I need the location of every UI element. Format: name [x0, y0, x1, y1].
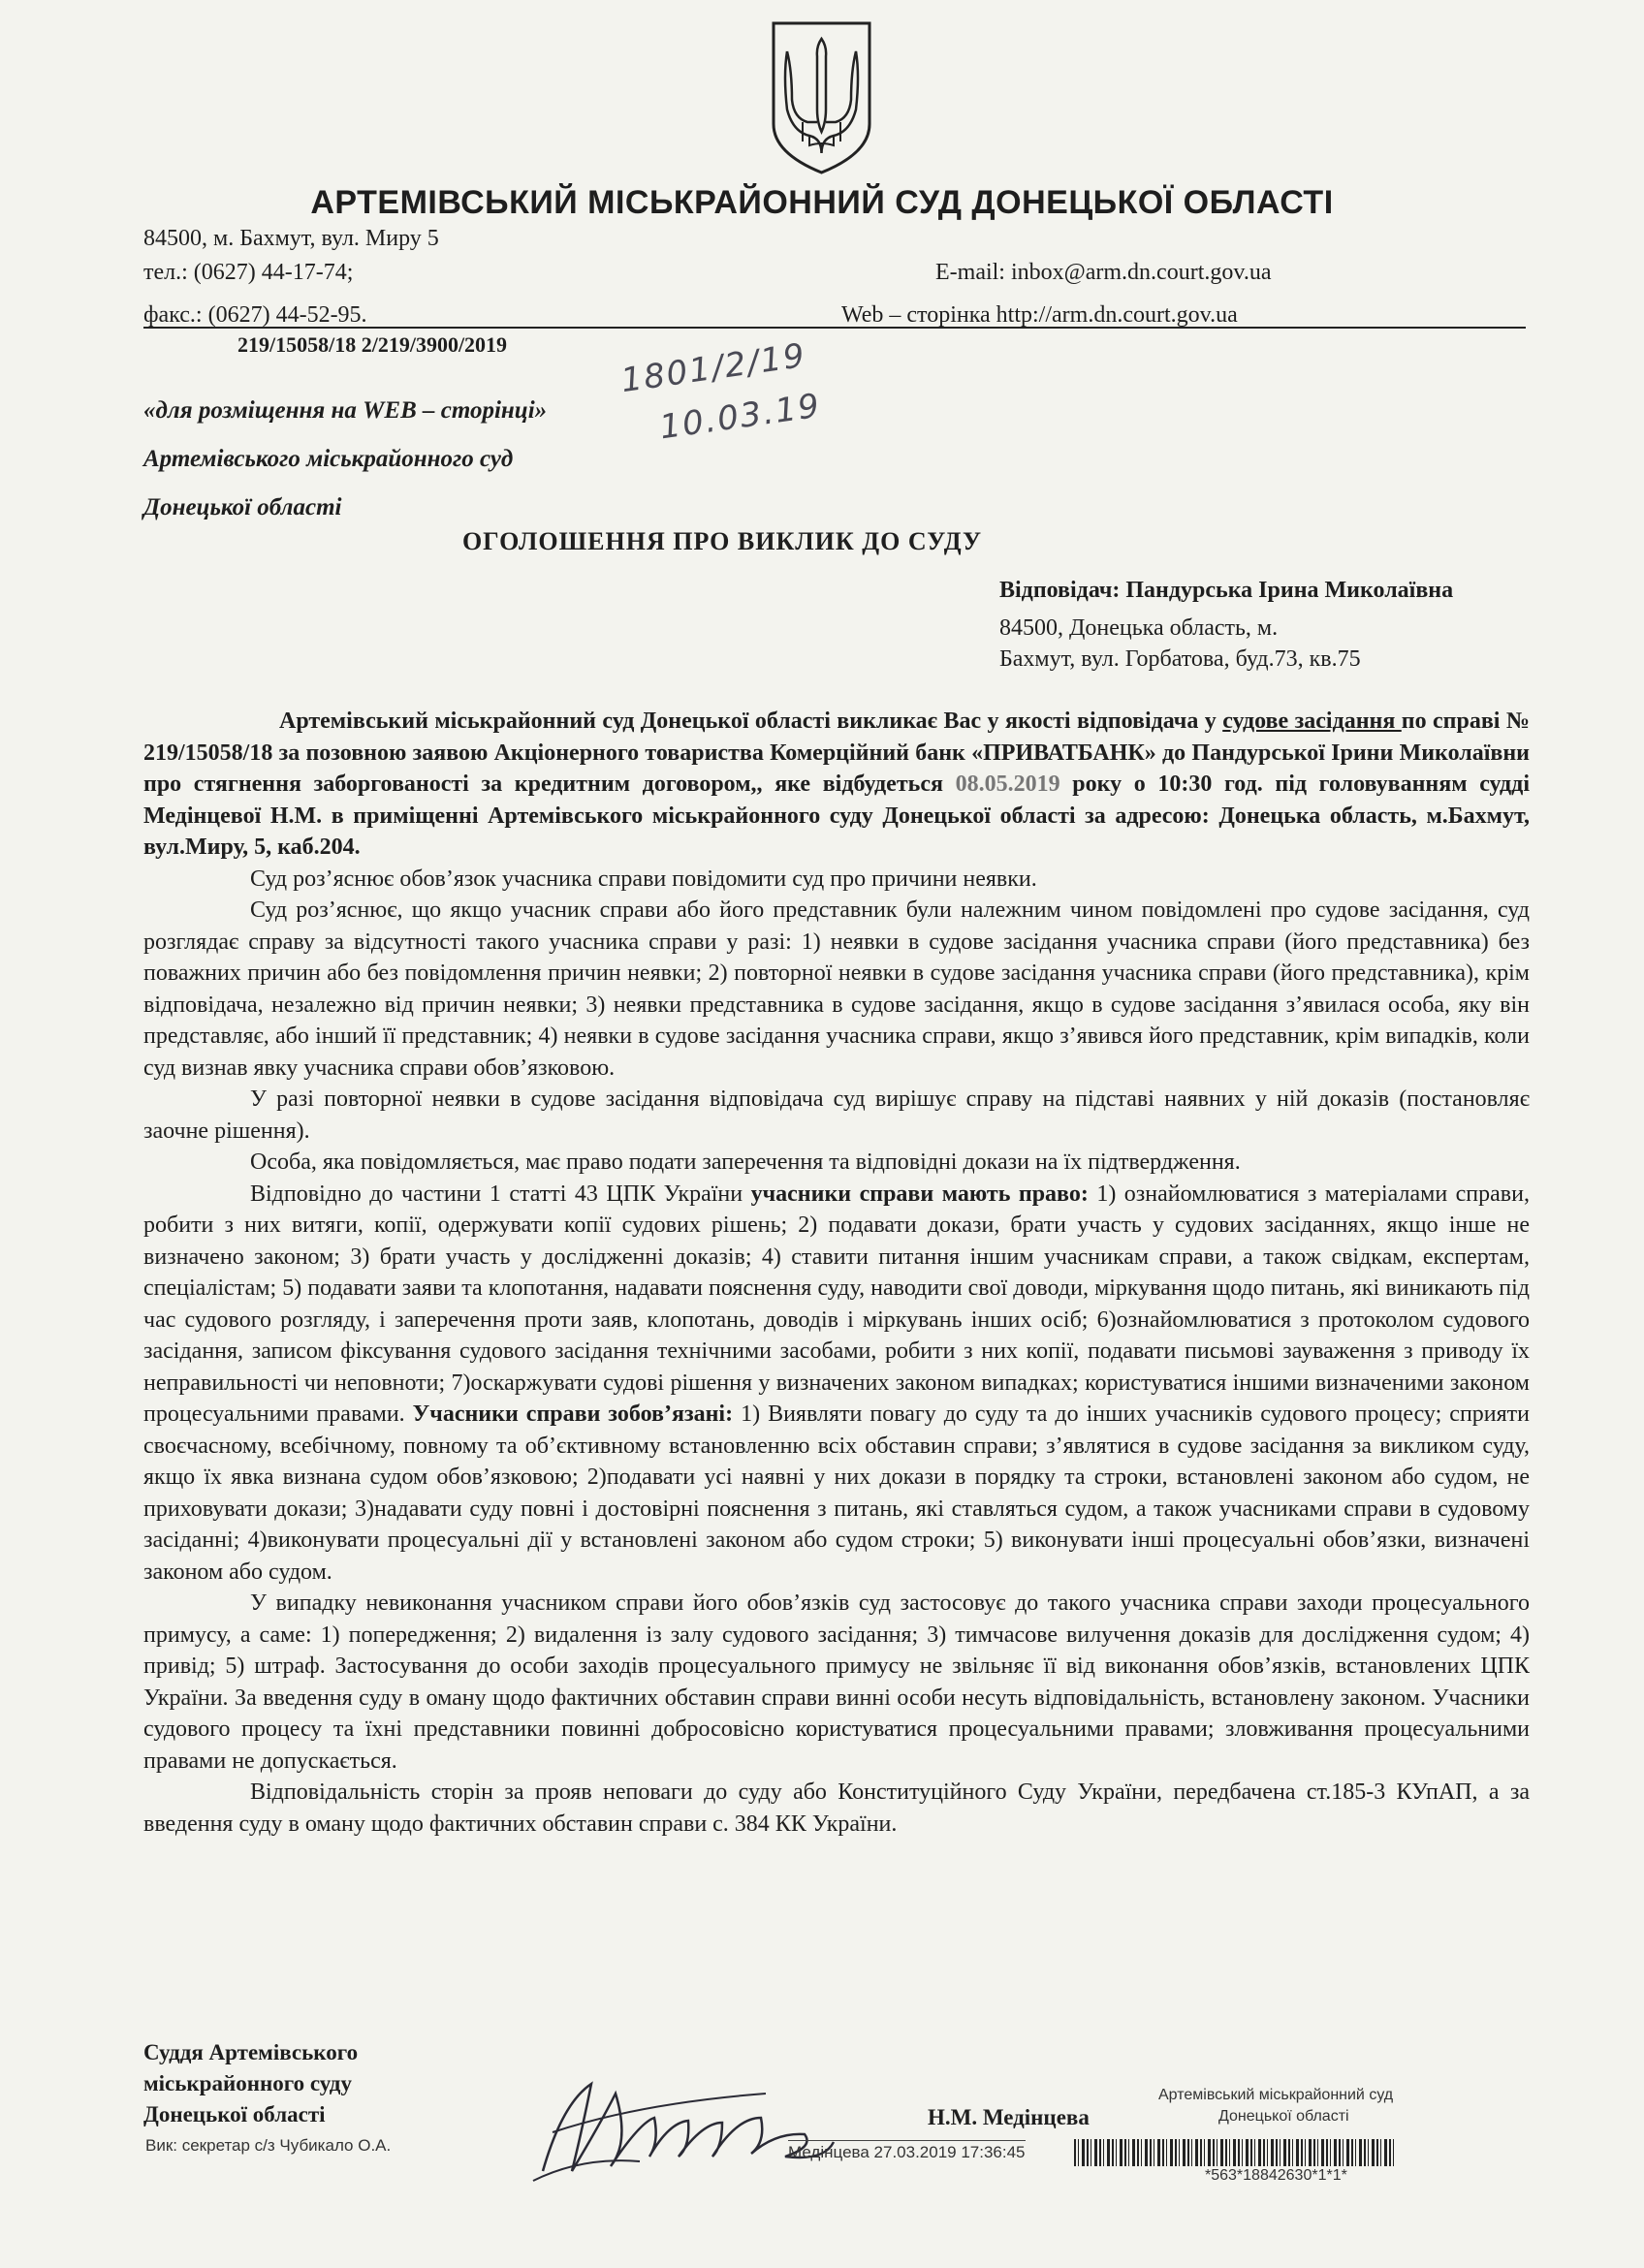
handwritten-date: 10.03.19	[657, 386, 824, 448]
barcode-number: *563*18842630*1*1*	[1205, 2167, 1347, 2184]
court-name: АРТЕМІВСЬКИЙ МІСЬКРАЙОННИЙ СУД ДОНЕЦЬКОЇ ОБЛАСТІ	[310, 184, 1334, 221]
paragraph-repeat-absence: У разі повторної неявки в судове засідання відповідача суд вирішує справу на підставі наявних у ній доказів (постановляє заочне рішення).	[143, 1087, 1530, 1144]
placement-line-2: Артемівського міськрайонного суд	[143, 446, 514, 472]
header-divider	[143, 327, 1526, 329]
defendant-label: Відповідач: Пандурська Ірина Миколаївна	[999, 578, 1454, 603]
court-stamp-line-1: Артемівський міськрайонний суд	[1158, 2087, 1394, 2103]
case-numbers: 219/15058/18 2/219/3900/2019	[237, 332, 508, 357]
handwritten-reg-number: 1801/2/19	[618, 335, 809, 401]
placement-line-1: «для розміщення на WEB – сторінці»	[143, 397, 548, 424]
paragraph-objection-right: Особа, яка повідомляється, має право подати заперечення та відповідні докази на їх підтвердження.	[250, 1150, 1241, 1175]
hearing-time: 10:30	[1157, 772, 1213, 797]
hearing-date: 08.05.2019	[955, 772, 1060, 797]
secretary-note: Вик: секретар с/з Чубикало О.А.	[145, 2136, 392, 2155]
court-address: 84500, м. Бахмут, вул. Миру 5	[143, 226, 439, 251]
summons-paragraph: Артемівський міськрайонний суд Донецької області викликає Вас у якості відповідача у судове засідання по справі № 219/15058/18 за позовною заявою Акціонерного товариства Комерційний банк «ПРИВАТБАНК» до Пандурської Ірини Миколаївни про стягнення заборгованості за кредитним договором,, яке відбудеться 08.05.2019 року о 10:30 год. під головуванням судді Медінцевої Н.М. в приміщенні Артемівського міськрайонного суду Донецької області за адресою: Донецька область, м.Бахмут, вул.Миру, 5, каб.204.	[143, 709, 1531, 860]
defendant-address-1: 84500, Донецька область, м.	[999, 615, 1279, 641]
paragraph-rights-duties: Відповідно до частини 1 статті 43 ЦПК України учасники справи мають право: 1) ознайомлюватися з матеріалами справи, робити з них витяги, копії, одержувати копії судових рішень; 2) подавати докази, брати участь у судових засіданнях, якщо інше не визначено законом; 3) брати участь у дослідженні доказів; 4) ставити питання іншим учасникам справи, а також свідкам, експертам, спеціалістам; 5) подавати заяви та клопотання, надавати пояснення суду, наводити свої доводи, міркування щодо питань, які виникають під час судового розгляду, і заперечення проти заяв, клопотань, доводів і міркувань інших осіб; 6)ознайомлюватися з протоколом судового засідання, записом фіксування судового засідання технічними засобами, робити з них копії, подавати письмові зауваження з приводу їх неправильності чи неповноти; 7)оскаржувати судові рішення у визначених законом випадках; користуватися іншими визначеними законом процесуальними правами. Учасники справи зобов’язані: 1) Виявляти повагу до суду та до інших учасників судового процесу; сприяти своєчасному, всебічному, повному та об’єктивному встановленню всіх обставин справи; з’являтися в судове засідання за викликом суду, якщо їх явка визнана судом обов’язковою; 2)подавати усі наявні у них докази в порядку та строки, встановлені законом або судом, не приховувати докази; 3)надавати суду повні і достовірні пояснення з питань, які ставляться судом, а також учасниками справи в судовому засіданні; 4)виконувати процесуальні дії у встановлені законом або судом строки; 5) виконувати інші процесуальні обов’язки, визначені законом або судом.	[143, 1181, 1530, 1585]
paragraph-coercion: У випадку невиконання учасником справи його обов’язків суд застосовує до такого учасника справи заходи процесуального примусу, а саме: 1) попередження; 2) видалення із залу судового засідання; 3) тимчасове вилучення доказів для дослідження судом; 4) привід; 5) штраф. Застосування до особи заходів процесуального примусу не звільняє її від виконання обов’язків, встановлених ЦПК України. За введення суду в оману щодо фактичних обставин справи винні особи несуть відповідальність, встановлену законом. Учасники судового процесу та їхні представники повинні добросовісно користуватися процесуальними правами; зловживання процесуальними правами не допускається.	[143, 1591, 1530, 1774]
judge-name: Н.М. Медінцева	[928, 2105, 1090, 2129]
coat-of-arms-icon	[766, 17, 877, 177]
barcode	[1074, 2139, 1394, 2166]
paragraph-absence-rules: Суд роз’яснює, що якщо учасник справи або його представник були належним чином повідомлені про судове засідання, суд розглядає справу за відсутності такого учасника справи у разі: 1) неявки в судове засідання учасника справи (його представника) без поважних причин або без повідомлення причин неявки; 2) повторної неявки в судове засідання учасника справи (його представника), крім відповідача, незалежно від причин неявки; 3) неявки представника в судове засідання, якщо в судове засідання з’явилася особа, яку він представляє, або інший її представник; 4) неявки в судове засідання учасника справи, якщо з’явився його представник, крім випадків, коли суд визнав явку учасника справи обов’язковою.	[143, 898, 1530, 1081]
paragraph-liability: Відповідальність сторін за прояв неповаги до суду або Конституційного Суду України, передбачена ст.185-3 КУпАП, а за введення суду в оману щодо фактичних обставин справи с. 384 КК України.	[143, 1780, 1530, 1837]
placement-line-3: Донецької області	[143, 494, 342, 520]
court-stamp-line-2: Донецької області	[1218, 2108, 1349, 2125]
court-email: E-mail: inbox@arm.dn.court.gov.ua	[935, 260, 1272, 285]
defendant-address-2: Бахмут, вул. Горбатова, буд.73, кв.75	[999, 646, 1361, 672]
court-phone: тел.: (0627) 44-17-74;	[143, 260, 354, 285]
court-fax: факс.: (0627) 44-52-95.	[143, 302, 367, 328]
paragraph-absence-duty: Суд роз’яснює обов’язок учасника справи повідомити суд про причини неявки.	[250, 866, 1037, 892]
notice-body	[143, 706, 1530, 1840]
court-web: Web – сторінка http://arm.dn.court.gov.ua	[841, 302, 1238, 328]
electronic-signature: Медінцева 27.03.2019 17:36:45	[788, 2140, 1026, 2162]
document-title: ОГОЛОШЕННЯ ПРО ВИКЛИК ДО СУДУ	[461, 527, 983, 555]
judge-title: Суддя Артемівського міськрайонного суду Донецької області	[143, 2040, 359, 2126]
judge-signature-icon	[523, 2064, 843, 2190]
